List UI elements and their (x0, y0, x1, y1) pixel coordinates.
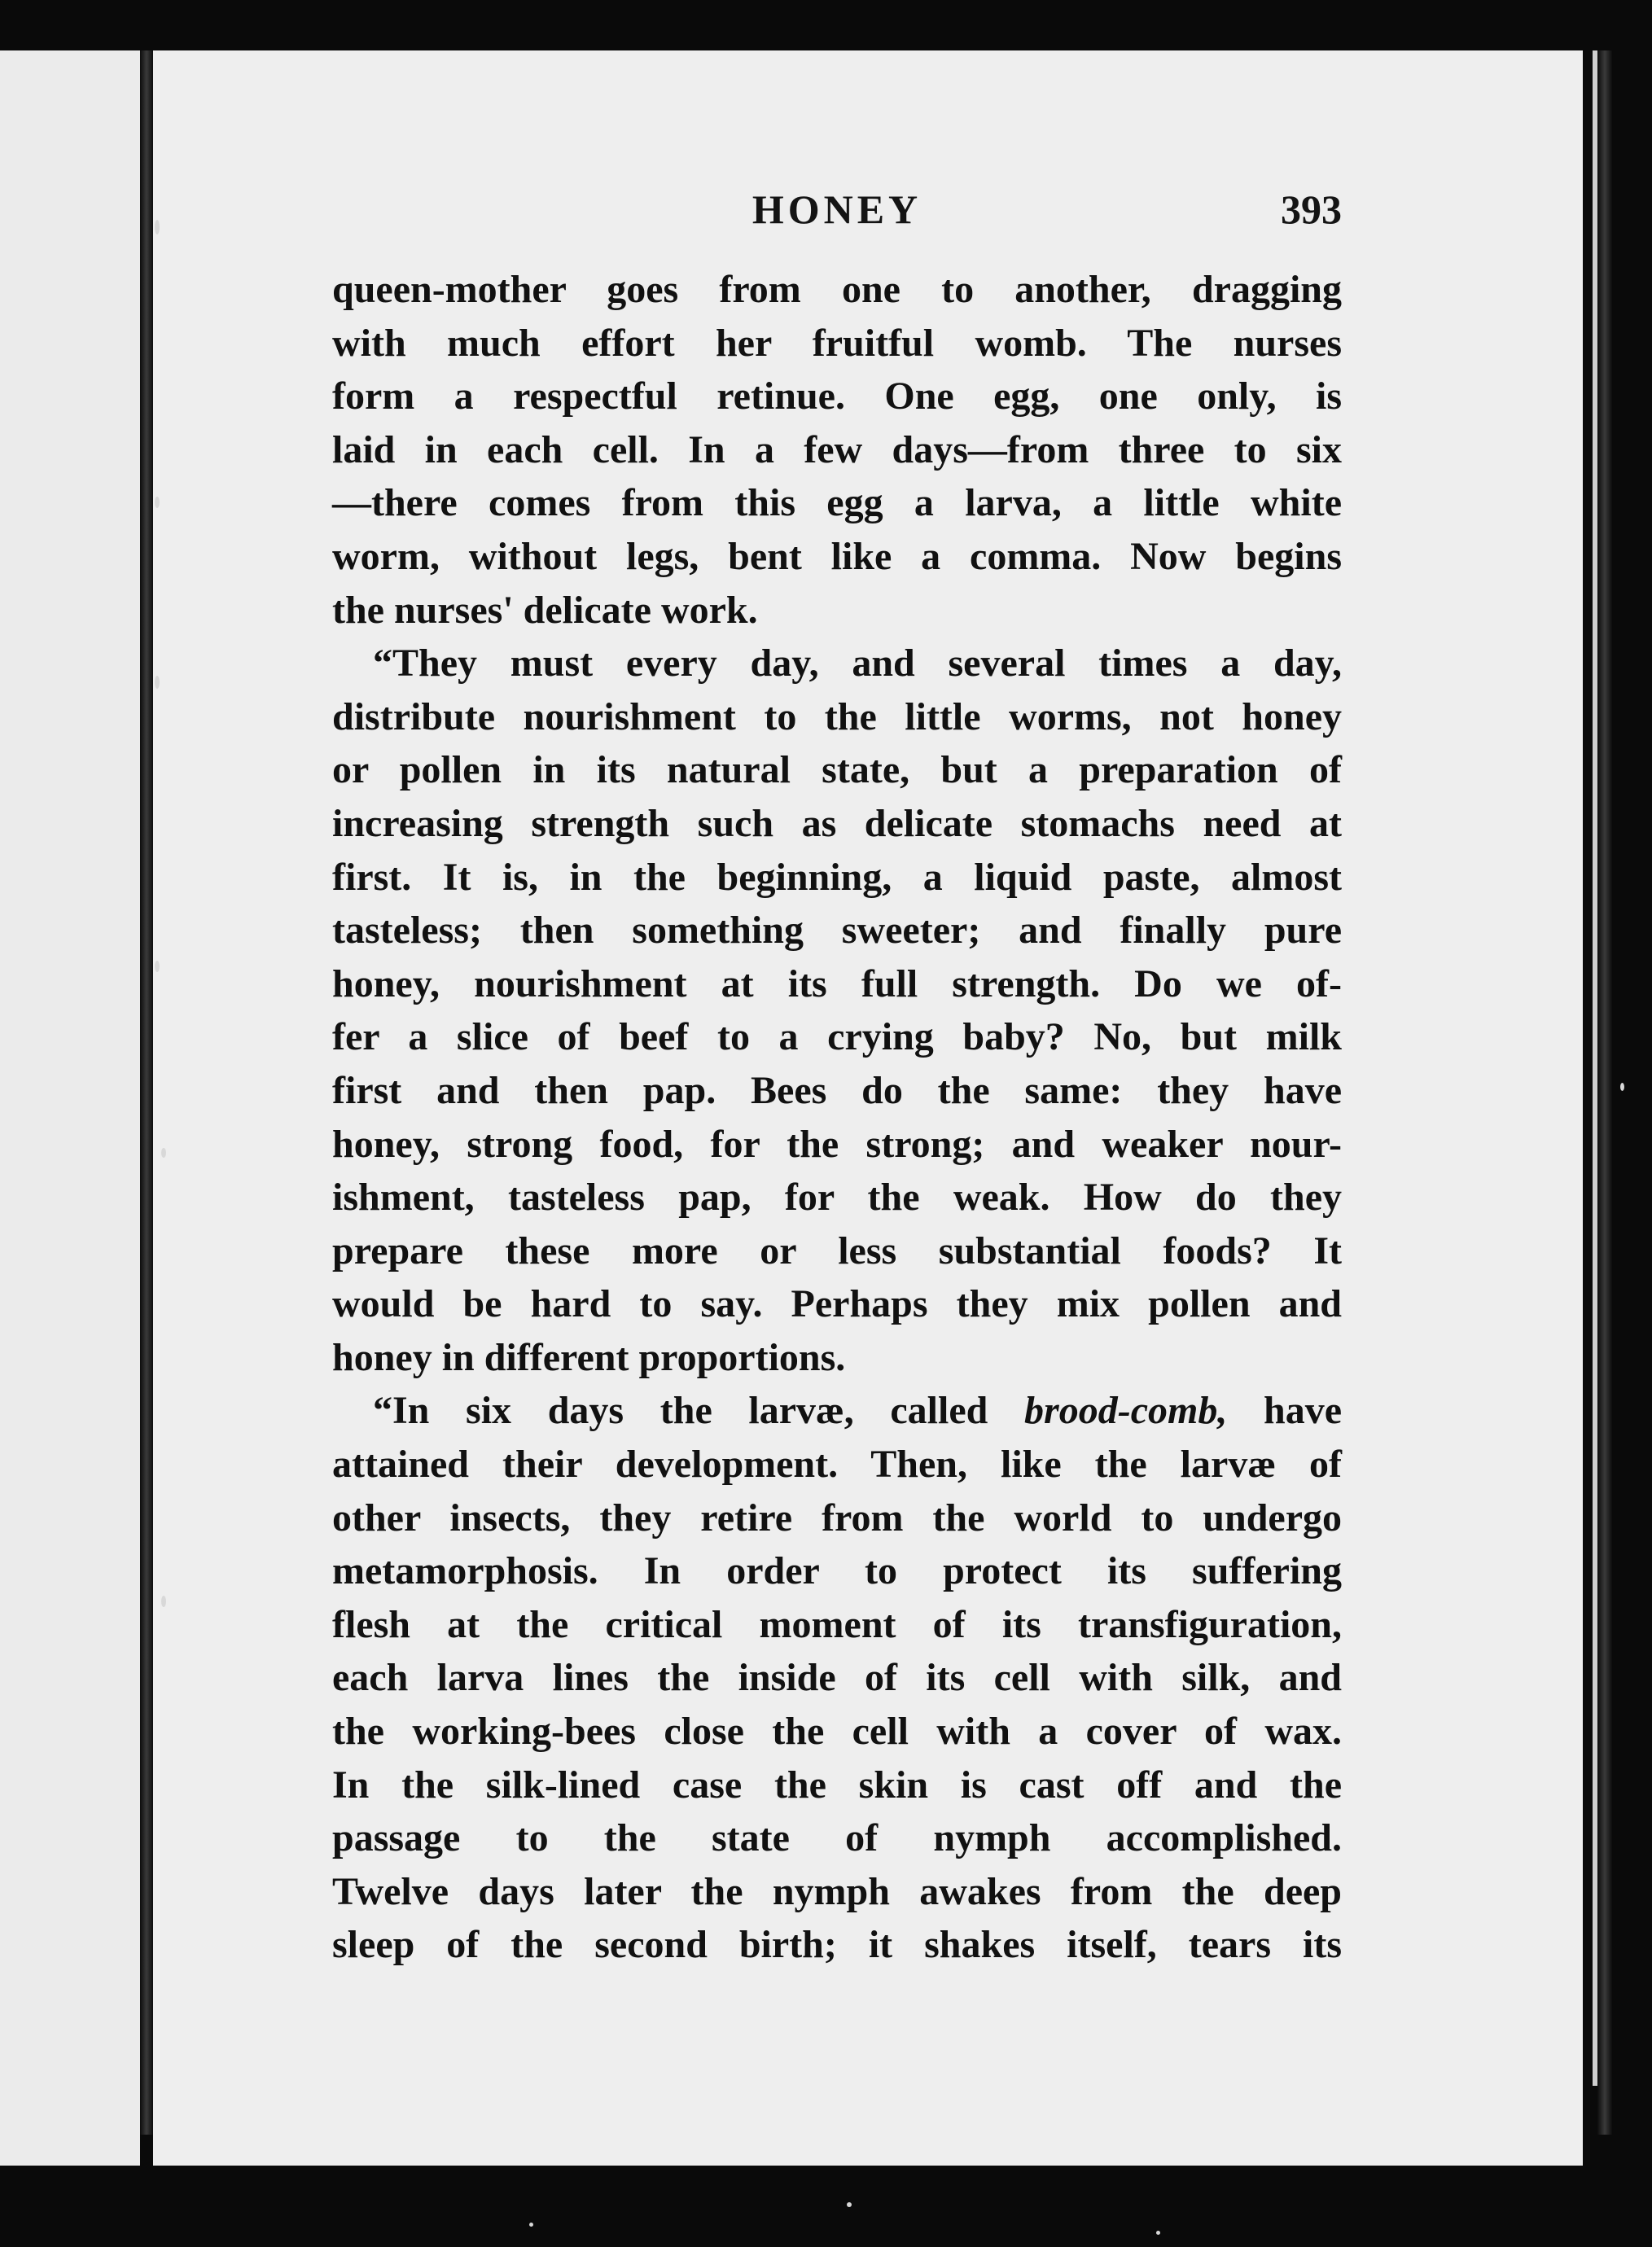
text-line: tasteless; then something sweeter; and finally pure (332, 909, 1342, 953)
italic-term: brood-comb, (1024, 1389, 1228, 1433)
body-text (332, 263, 1342, 1972)
scan-speck (1156, 2231, 1160, 2235)
text-line: each larva lines the inside of its cell with silk, and (332, 1656, 1342, 1700)
text-line-with-italic (332, 1384, 1342, 1438)
text-line: first and then pap. Bees do the same: they have (332, 1068, 1342, 1112)
text-line: form a respectful retinue. One egg, one only, is (332, 374, 1342, 418)
text-line: laid in each cell. In a few days—from three to six (332, 427, 1342, 471)
text-line: first. It is, in the beginning, a liquid paste, almost (332, 855, 1342, 899)
facing-page-edge (0, 50, 140, 2166)
text-line: queen-mother goes from one to another, dragging (332, 268, 1342, 311)
text-line: passage to the state of nymph accomplished. (332, 1816, 1342, 1860)
text-line: the nurses' delicate work. (332, 588, 758, 632)
text-line: —there comes from this egg a larva, a little white (332, 481, 1342, 525)
scan-speck (161, 1596, 166, 1607)
text-line: the working-bees close the cell with a cover of wax. (332, 1710, 1342, 1754)
text-line: flesh at the critical moment of its transfiguration, (332, 1602, 1342, 1646)
text-line: ishment, tasteless pap, for the weak. How do they (332, 1176, 1342, 1220)
scan-speck (155, 497, 160, 508)
gutter-shadow-right (1597, 50, 1612, 2135)
scan-speck (529, 2223, 533, 2227)
text-line: would be hard to say. Perhaps they mix pollen and (332, 1282, 1342, 1326)
text-line: increasing strength such as delicate stomachs need at (332, 801, 1342, 845)
text-segment: have (1227, 1389, 1343, 1433)
text-line: fer a slice of beef to a crying baby? No, but milk (332, 1015, 1342, 1059)
text-line: Twelve days later the nymph awakes from the deep (332, 1869, 1342, 1913)
text-line: other insects, they retire from the world to undergo (332, 1496, 1342, 1540)
scan-speck (155, 961, 160, 972)
gutter-shadow-left (140, 50, 153, 2135)
text-line: attained their development. Then, like the larvæ of (332, 1443, 1342, 1487)
text-line: In the silk-lined case the skin is cast off and the (332, 1763, 1342, 1807)
scan-speck (847, 2202, 852, 2207)
scan-speck (161, 1148, 166, 1158)
text-line: or pollen in its natural state, but a preparation of (332, 748, 1342, 792)
text-segment: “In six days the larvæ, called (373, 1389, 1025, 1433)
text-line: honey, strong food, for the strong; and weaker nour- (332, 1122, 1342, 1166)
text-line: distribute nourishment to the little worms, not honey (332, 694, 1342, 738)
text-line: prepare these more or less substantial foods? It (332, 1229, 1342, 1272)
text-line: honey in different proportions. (332, 1335, 846, 1379)
text-line: sleep of the second birth; it shakes itself, tears its (332, 1923, 1342, 1967)
scan-speck (1620, 1083, 1624, 1091)
running-title: HONEY (752, 186, 922, 232)
page-number: 393 (1281, 186, 1342, 232)
scan-bottom-border (0, 2166, 1652, 2247)
running-head (332, 186, 1342, 243)
text-line: with much effort her fruitful womb. The nurses (332, 321, 1342, 365)
text-line: honey, nourishment at its full strength. Do we of- (332, 961, 1342, 1005)
text-line: metamorphosis. In order to protect its suffering (332, 1549, 1342, 1593)
scan-speck (155, 676, 160, 689)
text-line: worm, without legs, bent like a comma. Now begins (332, 534, 1342, 578)
text-line: “They must every day, and several times a day, (373, 642, 1342, 685)
scan-speck (155, 220, 160, 234)
